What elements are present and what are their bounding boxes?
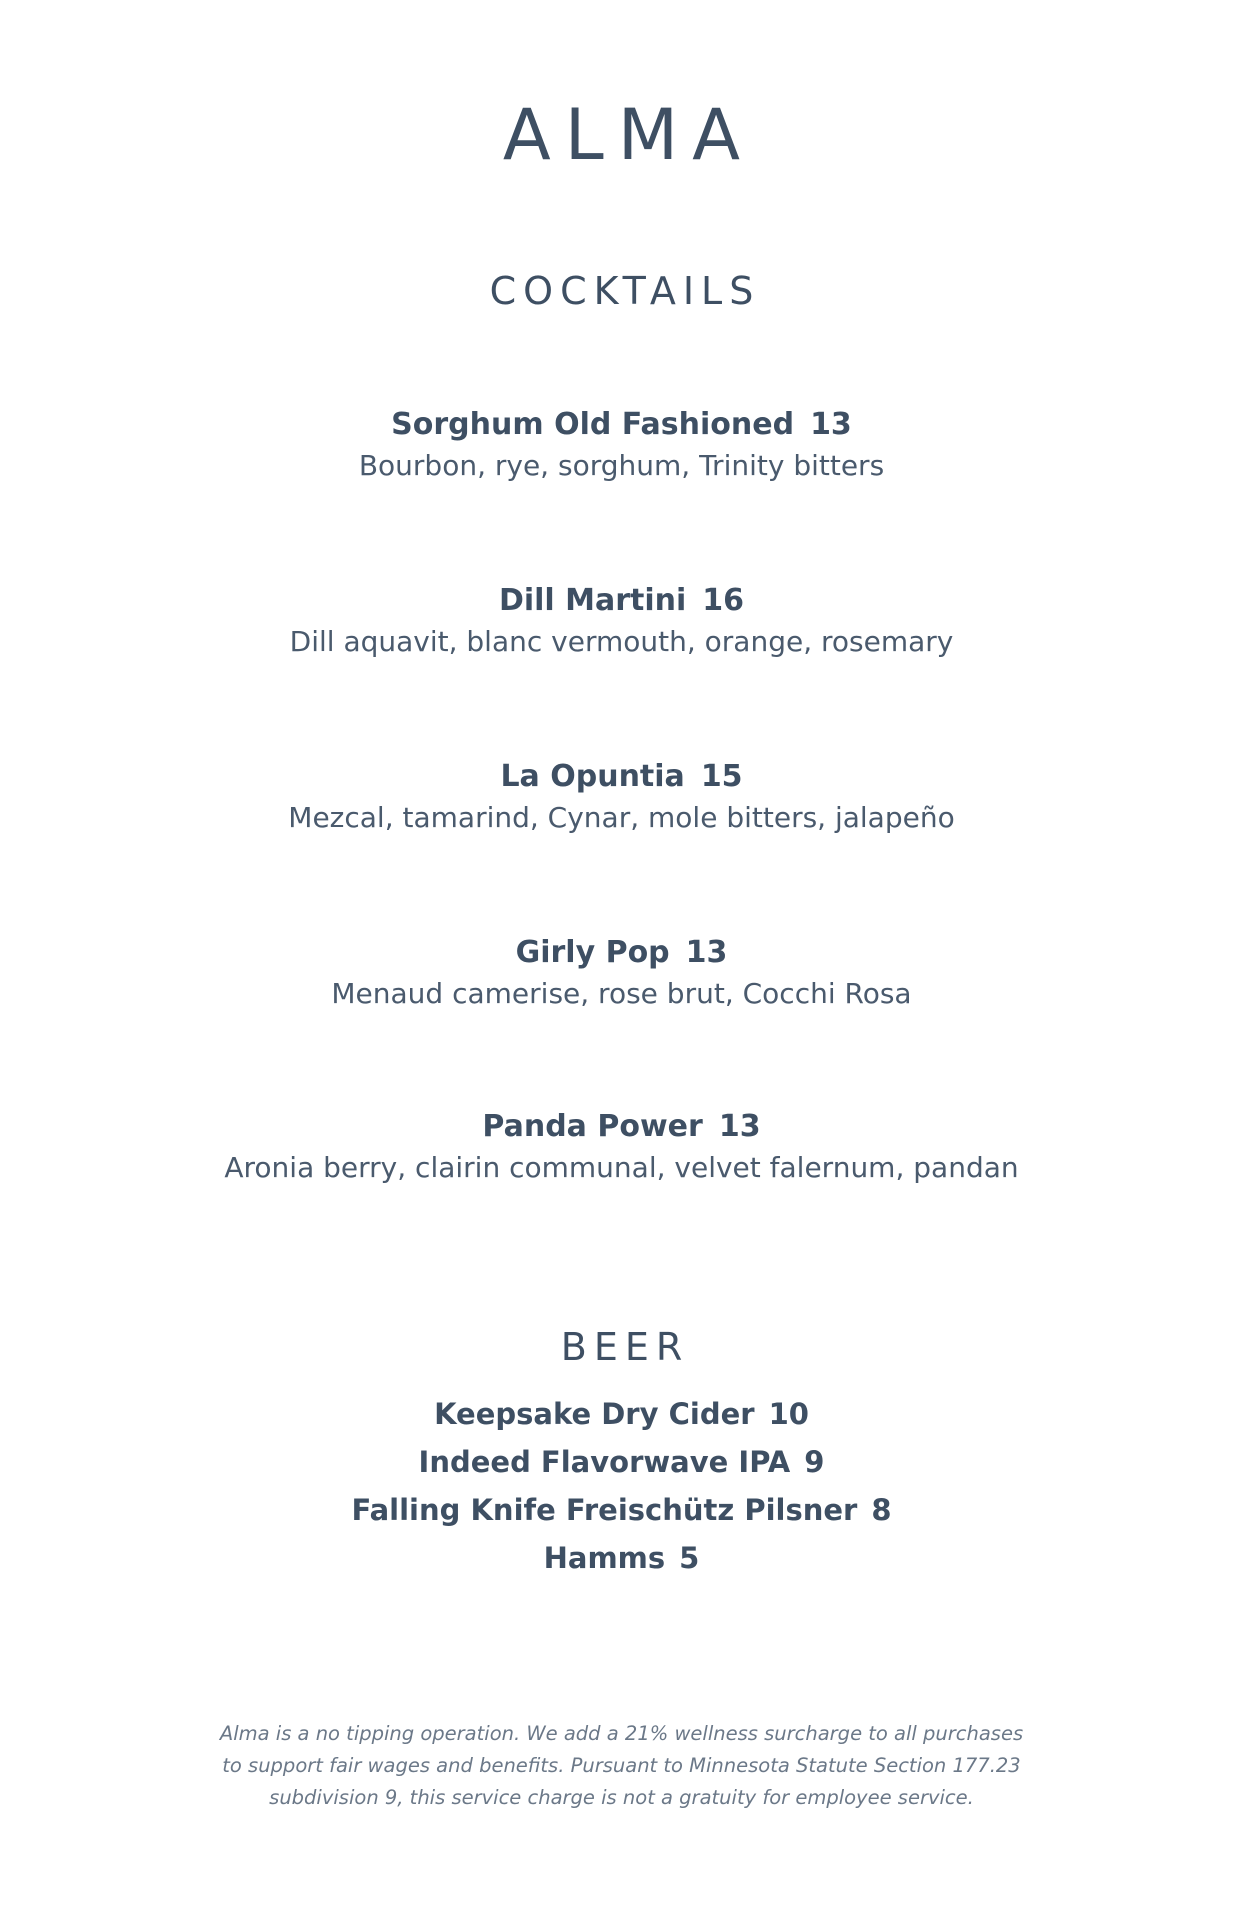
cocktail-item [0,583,1243,658]
cocktail-name-line [0,407,1243,442]
beer-item [0,1534,1243,1582]
cocktail-price: 16 [702,583,745,618]
cocktail-name: Girly Pop [515,935,670,970]
cocktail-price: 13 [810,407,852,442]
brand-logo: ALMA [502,94,755,176]
cocktail-name-line [0,1109,1243,1144]
cocktail-description: Bourbon, rye, sorghum, Trinity bitters [358,449,885,482]
cocktail-description: Menaud camerise, rose brut, Cocchi Rosa [331,977,912,1010]
cocktail-name: Panda Power [482,1109,703,1144]
beer-section-title: BEER [560,1325,690,1369]
beer-price: 8 [871,1493,892,1527]
beer-item [0,1390,1243,1438]
cocktail-description: Aronia berry, clairin communal, velvet falernum, pandan [224,1151,1019,1184]
cocktail-name: La Opuntia [500,759,685,794]
cocktail-item [0,407,1243,482]
beer-item [0,1438,1243,1486]
notice-line: to support fair wages and benefits. Pursuant to Minnesota Statute Section 177.23 [222,1754,1021,1777]
beer-price: 10 [768,1397,809,1431]
beer-item [0,1486,1243,1534]
cocktail-price: 15 [700,759,743,794]
cocktail-name-line [0,583,1243,618]
cocktail-price: 13 [718,1109,761,1144]
cocktail-name-line [0,935,1243,970]
beer-price: 5 [679,1541,700,1575]
cocktail-description: Dill aquavit, blanc vermouth, orange, rosemary [289,625,954,658]
cocktail-name: Dill Martini [498,583,687,618]
beer-name: Keepsake Dry Cider [434,1397,755,1431]
no-tipping-notice [200,1718,1043,1814]
beer-name: Indeed Flavorwave IPA [418,1445,791,1479]
beer-name: Falling Knife Freischütz Pilsner [351,1493,858,1527]
cocktail-price: 13 [685,935,728,970]
notice-line: Alma is a no tipping operation. We add a 21% wellness surcharge to all purchases [219,1722,1024,1745]
cocktail-description: Mezcal, tamarind, Cynar, mole bitters, jalapeño [288,801,955,834]
beer-list [0,1390,1243,1582]
notice-line: subdivision 9, this service charge is not a gratuity for employee service. [269,1786,974,1809]
cocktail-item [0,935,1243,1010]
beer-price: 9 [804,1445,825,1479]
cocktail-item [0,1109,1243,1184]
cocktail-item [0,759,1243,834]
cocktail-name-line [0,759,1243,794]
beer-name: Hamms [543,1541,666,1575]
cocktail-name: Sorghum Old Fashioned [391,407,795,442]
cocktails-section-title: COCKTAILS [489,269,761,313]
